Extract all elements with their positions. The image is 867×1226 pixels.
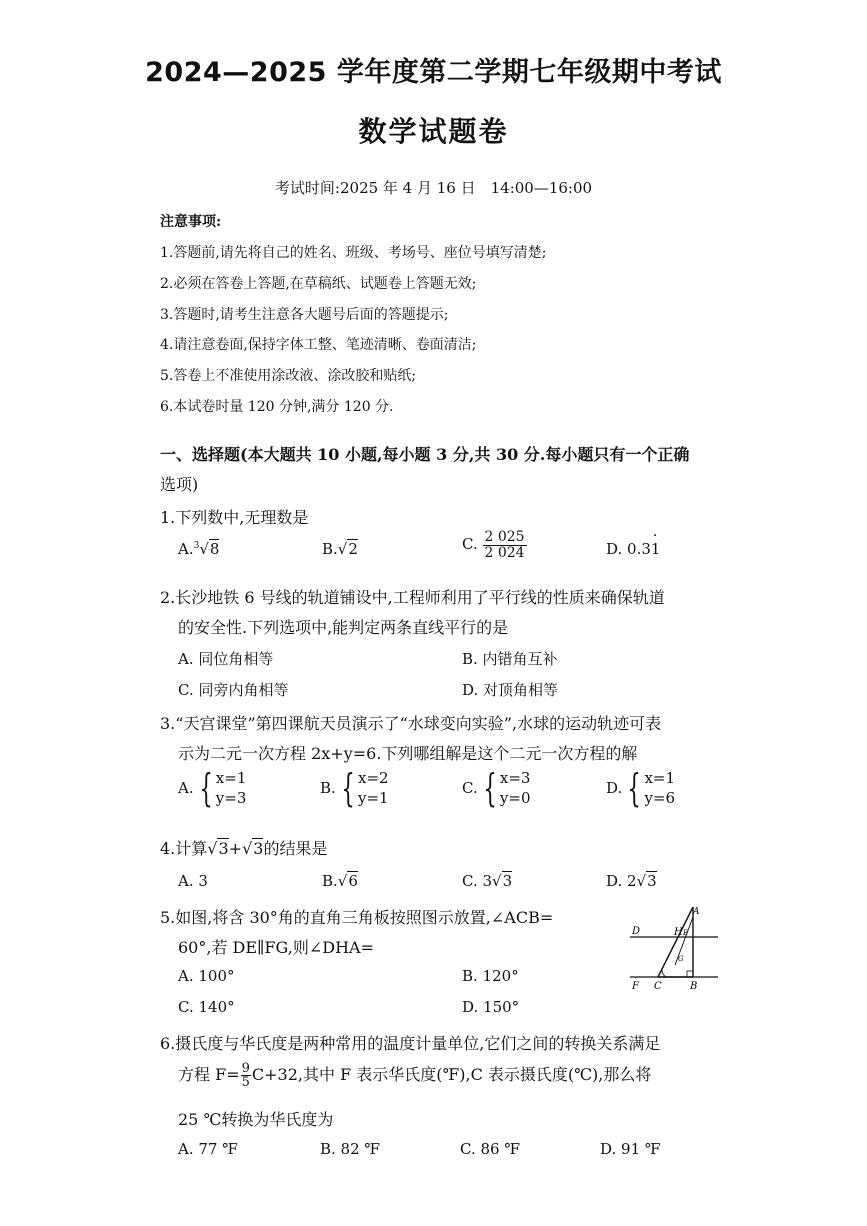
q2-option-d: D. 对顶角相等 <box>462 681 559 699</box>
section-heading: 一、选择题(本大题共 10 小题,每小题 3 分,共 30 分.每小题只有一个正确 <box>160 445 690 464</box>
q6-option-b: B. 82 ℉ <box>320 1140 381 1158</box>
q4-option-a: A. 3 <box>178 872 208 890</box>
q6-option-a: A. 77 ℉ <box>178 1140 238 1158</box>
q3-stem-line1: 3.“天宫课堂”第四课航天员演示了“水球变向实验”,水球的运动轨迹可表 <box>160 714 662 733</box>
label-h: H <box>674 927 683 938</box>
label-f: F <box>632 981 639 992</box>
label-b: B <box>690 981 698 992</box>
label-d: D <box>632 926 641 937</box>
q2-option-b: B. 内错角互补 <box>462 650 558 668</box>
q6-stem-line1: 6.摄氏度与华氏度是两种常用的温度计量单位,它们之间的转换关系满足 <box>160 1034 661 1053</box>
note-item: 5.答卷上不准使用涂改液、涂改胶和贴纸; <box>160 368 417 384</box>
q6-stem-line3: 25 ℃转换为华氏度为 <box>178 1110 334 1129</box>
q4-stem: 4.计算√3+√3的结果是 <box>160 839 328 858</box>
label-e: E <box>683 929 689 937</box>
q5-stem-line1: 5.如图,将含 30°角的直角三角板按照图示放置,∠ACB= <box>160 908 554 927</box>
q1-stem: 1.下列数中,无理数是 <box>160 508 309 527</box>
notes-heading: 注意事项: <box>160 214 222 230</box>
q5-option-d: D. 150° <box>462 998 520 1016</box>
angle-arc-c <box>662 969 666 977</box>
q4-option-d: D. 2√3 <box>606 872 657 890</box>
q6-stem-line2: 方程 F= $\frac{9}{5}$ C+32,其中 F 表示华氏度(℉),C 表示摄氏度(℃),那么将 <box>178 1061 652 1090</box>
q3-option-a: A. { x=1 y=3 <box>178 766 247 811</box>
note-item: 2.必须在答卷上答题,在草稿纸、试题卷上答题无效; <box>160 276 477 292</box>
exam-title: 2024—2025 学年度第二学期七年级期中考试 <box>145 57 722 88</box>
exam-time: 考试时间:2025 年 4 月 16 日 14:00—16:00 <box>274 179 593 197</box>
q5-option-a: A. 100° <box>178 967 235 985</box>
q1-option-d: D. 0.31 · <box>606 540 660 558</box>
label-c: C <box>654 981 662 992</box>
q6-option-c: C. 86 ℉ <box>460 1140 521 1158</box>
label-g: G <box>678 955 684 963</box>
q2-option-a: A. 同位角相等 <box>178 650 274 668</box>
note-item: 3.答题时,请考生注意各大题号后面的答题提示; <box>160 307 449 323</box>
q5-stem-line2: 60°,若 DE∥FG,则∠DHA= <box>178 938 374 957</box>
q4-option-b: B.√6 <box>322 872 358 890</box>
q3-option-b: B. { x=2 y=1 <box>320 766 389 811</box>
q1-option-b: B.√2 <box>322 540 358 558</box>
q2-stem-line1: 2.长沙地铁 6 号线的轨道铺设中,工程师利用了平行线的性质来确保轨道 <box>160 588 665 607</box>
q1-option-a: A.$^3$√8 <box>178 540 220 558</box>
q3-option-d: D. { x=1 y=6 <box>606 766 676 811</box>
q3-option-c: C. { x=3 y=0 <box>462 766 531 811</box>
q6-option-d: D. 91 ℉ <box>600 1140 661 1158</box>
section-heading-cont: 选项) <box>160 475 199 494</box>
q5-option-b: B. 120° <box>462 967 519 985</box>
label-a: A <box>693 907 700 917</box>
q1-option-c: C. $\frac{2 025}{2 024}$ <box>462 529 525 561</box>
exam-subtitle: 数学试题卷 <box>358 115 509 148</box>
note-item: 4.请注意卷面,保持字体工整、笔迹清晰、卷面清洁; <box>160 337 477 353</box>
q4-option-c: C. 3√3 <box>462 872 513 890</box>
q5-option-c: C. 140° <box>178 998 235 1016</box>
q2-option-c: C. 同旁内角相等 <box>178 681 289 699</box>
q5-geometry-figure <box>630 905 725 995</box>
right-angle-mark <box>687 971 693 977</box>
q2-stem-line2: 的安全性.下列选项中,能判定两条直线平行的是 <box>178 618 509 637</box>
note-item: 6.本试卷时量 120 分钟,满分 120 分. <box>160 399 394 415</box>
triangle-side-ac <box>658 907 693 977</box>
q3-stem-line2: 示为二元一次方程 2x+y=6.下列哪组解是这个二元一次方程的解 <box>178 744 638 763</box>
note-item: 1.答题前,请先将自己的姓名、班级、考场号、座位号填写清楚; <box>160 245 547 261</box>
